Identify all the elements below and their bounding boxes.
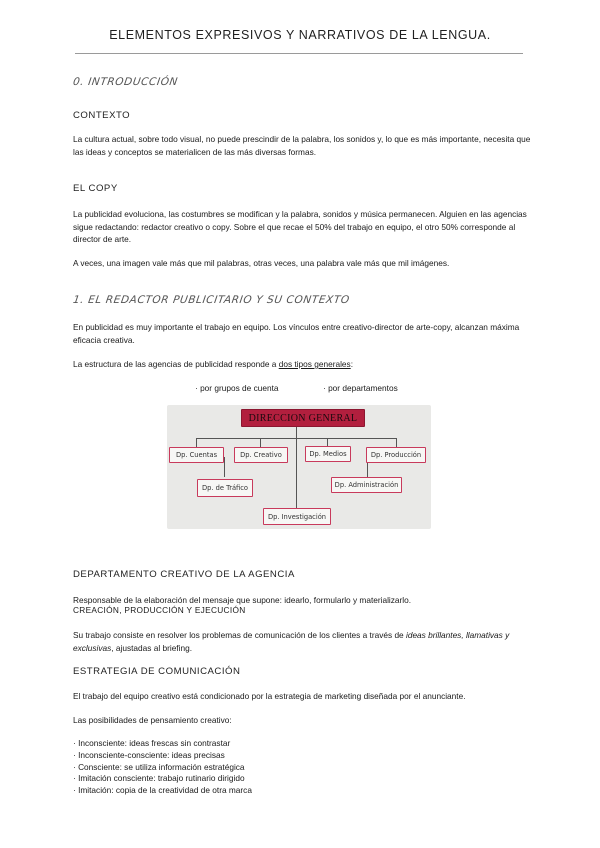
node-cuentas: Dp. Cuentas xyxy=(169,447,224,463)
list-item: · Imitación consciente: trabajo rutinario dirigido xyxy=(73,773,245,784)
connector xyxy=(260,438,261,447)
creative-work-text: Su trabajo consiste en resolver los problemas de comunicación de los clientes a través de xyxy=(73,630,406,640)
node-investigacion: Dp. Investigación xyxy=(263,508,331,525)
node-direccion-general: DIRECCION GENERAL xyxy=(241,409,365,427)
creative-work-paragraph xyxy=(73,629,533,654)
creative-thinking-intro: Las posibilidades de pensamiento creativo: xyxy=(73,715,232,725)
contexto-heading: CONTEXTO xyxy=(73,110,131,121)
list-item: · Imitación: copia de la creatividad de otra marca xyxy=(73,785,252,796)
contexto-paragraph: La cultura actual, sobre todo visual, no puede prescindir de la palabra, los sonidos y, lo que es más importante, necesita que las ideas y conceptos se materialicen de las más diversas formas. xyxy=(73,134,531,157)
section-heading-intro: 0. INTRODUCCIÓN xyxy=(72,76,179,88)
node-administracion: Dp. Administración xyxy=(331,477,402,493)
structure-underlined: dos tipos generales xyxy=(278,359,351,369)
title-divider xyxy=(75,53,523,54)
copy-paragraph-2: A veces, una imagen vale más que mil palabras, otras veces, una palabra vale más que mil imágenes. xyxy=(73,258,450,268)
strategy-heading: ESTRATEGIA DE COMUNICACIÓN xyxy=(73,666,241,677)
creative-dept-paragraph: Responsable de la elaboración del mensaje que supone: idearlo, formularlo y materializarlo. xyxy=(73,595,412,605)
node-trafico: Dp. de Tráfico xyxy=(197,479,253,497)
copy-heading: EL COPY xyxy=(73,183,118,194)
creative-thinking-list xyxy=(73,738,252,797)
teamwork-paragraph: En publicidad es muy importante el trabajo en equipo. Los vínculos entre creativo-director de arte-copy, alcanzan máxima eficacia creativa. xyxy=(73,322,520,345)
creative-dept-heading: DEPARTAMENTO CREATIVO DE LA AGENCIA xyxy=(73,569,295,580)
strategy-paragraph: El trabajo del equipo creativo está condicionado por la estrategia de marketing diseñada por el anunciante. xyxy=(73,691,466,701)
section-heading-redactor: 1. EL REDACTOR PUBLICITARIO Y SU CONTEXTO xyxy=(72,294,351,306)
list-item: · Inconsciente: ideas frescas sin contrastar xyxy=(73,738,231,748)
org-chart xyxy=(167,405,431,529)
connector xyxy=(396,438,397,447)
creative-work-italic: ideas brillantes, llamativas y exclusivas xyxy=(73,630,510,653)
structure-paragraph xyxy=(73,358,533,371)
connector xyxy=(196,438,197,447)
copy-paragraph: La publicidad evoluciona, las costumbres se modifican y la palabra, sonidos y música permanecen. Alguien en las agencias sigue redactando: redactor creativo o copy. Sobre el que recae el 50% del trabajo en equipo, el otro 50% corresponde al director de arte. xyxy=(73,209,527,244)
connector xyxy=(296,438,297,508)
list-item: · Inconsciente-consciente: ideas precisas xyxy=(73,749,225,760)
node-produccion: Dp. Producción xyxy=(366,447,426,463)
structure-text: La estructura de las agencias de publicidad responde a xyxy=(73,359,279,369)
creative-work-suffix: , ajustadas al briefing. xyxy=(111,642,192,653)
connector xyxy=(224,457,225,477)
creative-dept-caps: CREACIÓN, PRODUCCIÓN Y EJECUCIÓN xyxy=(73,605,246,615)
type-departments: · por departamentos xyxy=(323,383,398,393)
node-creativo: Dp. Creativo xyxy=(234,447,288,463)
list-item: · Consciente: se utiliza información estratégica xyxy=(73,761,245,772)
structure-colon: : xyxy=(350,359,353,369)
node-medios: Dp. Medios xyxy=(305,446,351,462)
page-title: ELEMENTOS EXPRESIVOS Y NARRATIVOS DE LA LENGUA. xyxy=(109,28,491,42)
connector xyxy=(327,438,328,446)
type-account-groups: · por grupos de cuenta xyxy=(195,383,279,393)
